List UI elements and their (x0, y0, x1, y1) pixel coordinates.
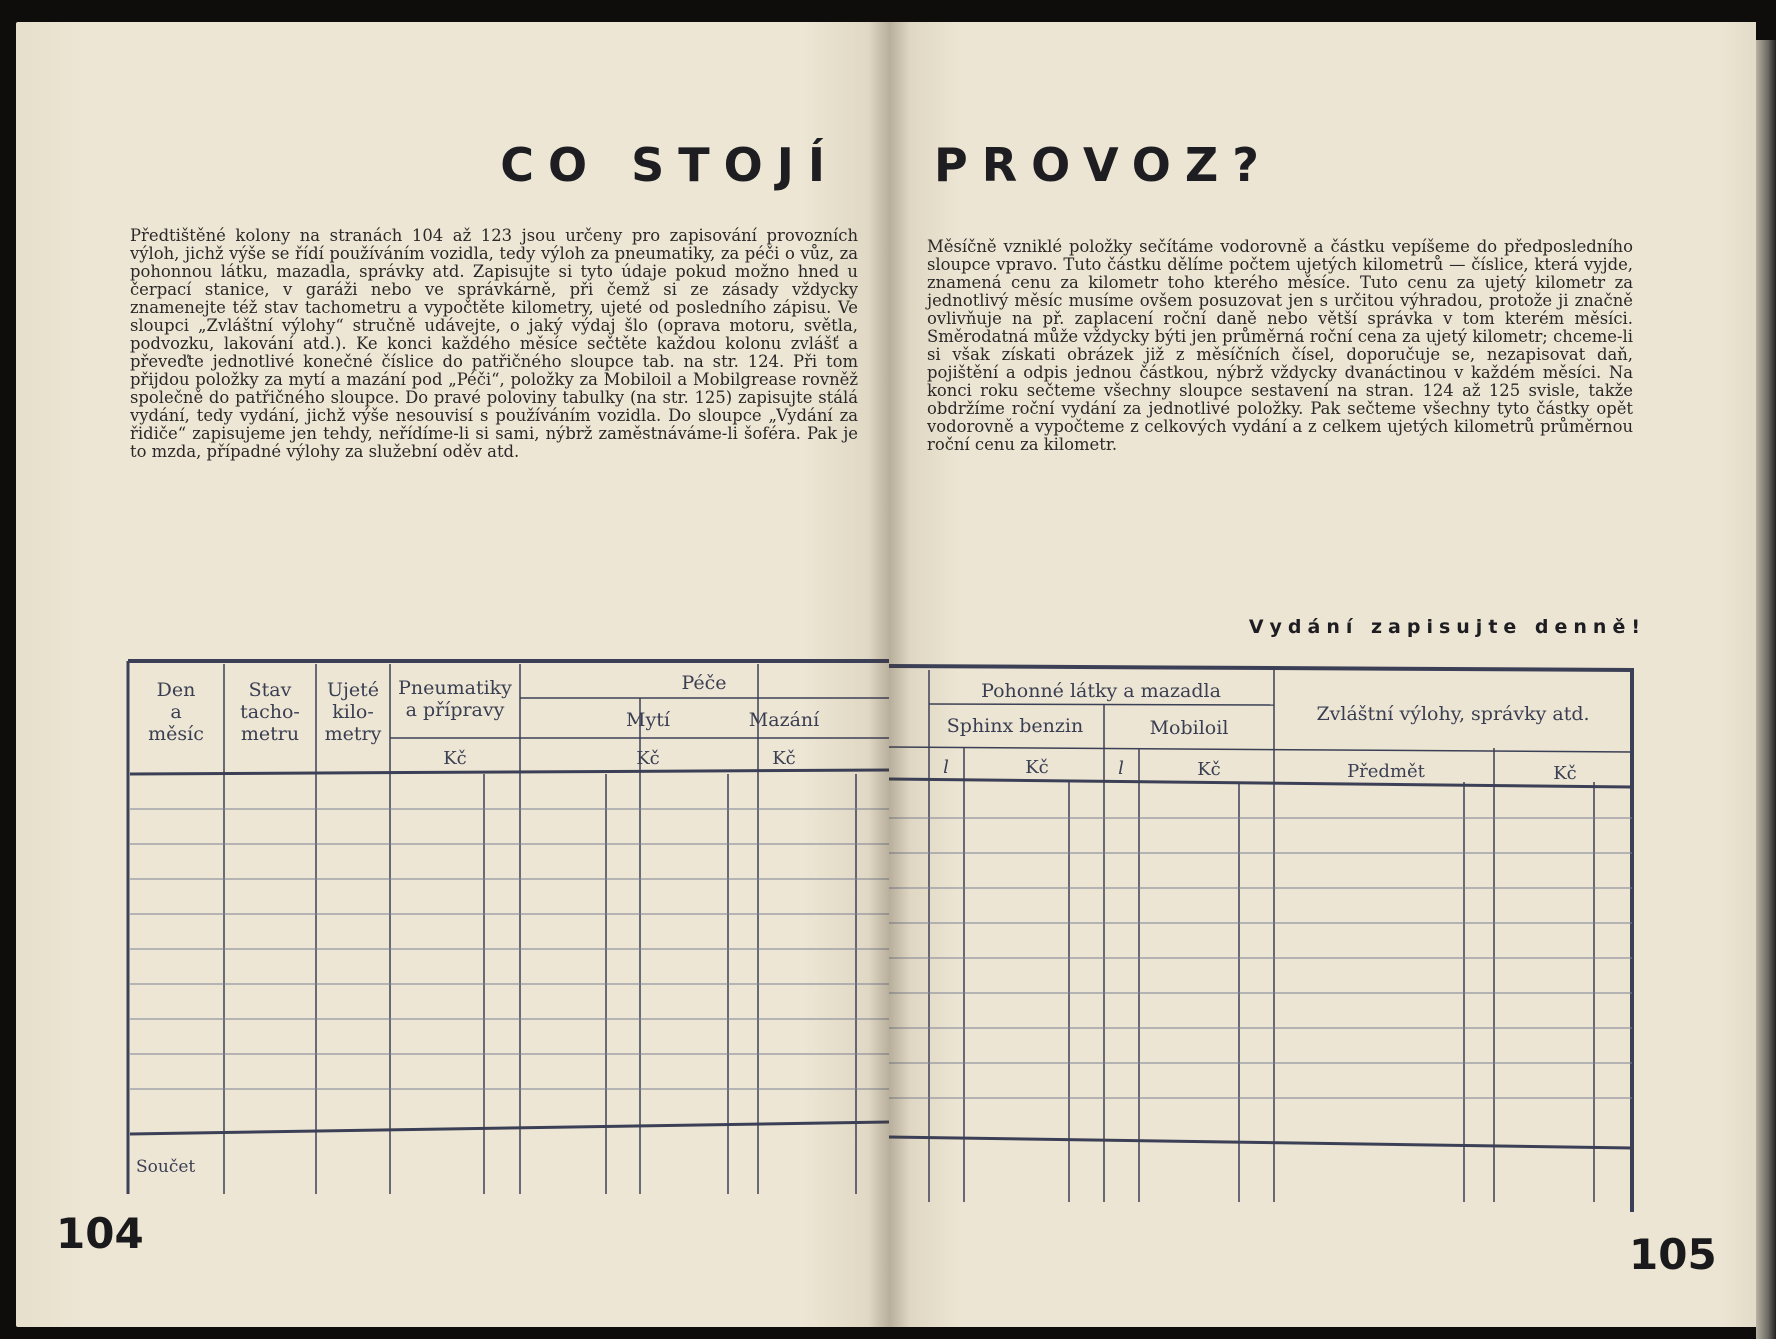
col-stav-line2: tacho- (240, 701, 300, 723)
col-stav-line1: Stav (248, 679, 292, 701)
right-page (889, 22, 1756, 1327)
unit-liters-mobiloil: l (1118, 758, 1124, 779)
currency-zvlastni: Kč (1553, 763, 1577, 784)
col-pneumatiky-line2: a přípravy (405, 699, 505, 721)
left-page-number: 104 (56, 1209, 144, 1258)
left-page (16, 22, 889, 1327)
book-gutter (868, 22, 910, 1327)
book-edge (1756, 40, 1776, 1339)
right-ledger-table (889, 642, 1634, 1212)
col-ujete-line3: metry (324, 723, 382, 745)
col-mobiloil: Mobiloil (1149, 717, 1229, 739)
currency-sphinx: Kč (1025, 757, 1049, 778)
group-pece: Péče (681, 672, 727, 694)
right-body-text: Měsíčně vzniklé položky sečítáme vodorovně a částku vepíšeme do předposledního sloupce vpravo. Tuto částku dělíme počtem ujetých kilometrů — číslice, která vyjde, znamená cenu za kilometr toho kterého měsíce. Tuto cenu za ujetý kilometr za jednotlivý měsíc musíme ovšem posuzovat jen s určitou výhradou, protože ji značně ovlivňuje na př. zaplacení roční daně nebo větší správka v tom kterém měsíci. Směrodatná může vždycky býti jen průměrná roční cena za ujetý kilometr; chceme-li si však získati obrázek již z měsíčních čísel, doporučuje se, nezapisovat daň, pojištění a odpis jednou částkou, nýbrž vždycky dvanáctinou v každém měsíci. Na konci roku sečteme všechny sloupce sestavení na stran. 124 až 125 svisle, takže obdržíme roční vydání za jednotlivé položky. Pak sečteme všechny tyto částky opět vodorovně a vypočteme z celkových vydání a z celkem ujetých kilometrů průměrnou roční cenu za kilometr. (927, 237, 1633, 454)
col-stav-line3: metru (240, 723, 300, 745)
col-myti: Mytí (626, 709, 670, 731)
col-mazani: Mazání (748, 709, 820, 731)
group-pohonne-latky: Pohonné látky a mazadla (981, 680, 1221, 702)
left-body-text: Předtištěné kolony na stranách 104 až 123 jsou určeny pro zapisování provozních výloh, jichž výše se řídí používáním vozidla, tedy výloh za pneumatiky, za péči o vůz, za pohonnou látku, mazadla, správky atd. Zapisujte si tyto údaje pokud možno hned u čerpací stanice, v garáži nebo ve správkárně, při čemž si ze zásady vždycky znamenejte též stav tachometru a vypočtěte kilometry, ujeté od posledního zápisu. Ve sloupci „Zvláštní výlohy“ stručně udávejte, o jaký výdaj šlo (oprava motoru, světla, podvozku, lakování atd.). Ke konci každého měsíce sečtěte každou kolonu zvlášť a převeďte jednotlivé konečné číslice do patřičného sloupce tab. na str. 124. Při tom přijdou položky za mytí a mazání pod „Péči“, položky za Mobiloil a Mobilgrease rovněž společně do patřičného sloupce. Do pravé poloviny tabulky (na str. 125) zapisujte stálá vydání, tedy vydání, jichž výše nesouvisí s používáním vozidla. Do sloupce „Vydání za řidiče“ zapisujeme jen tehdy, neřídíme-li si sami, nýbrž zaměstnáváme-li šoféra. Pak je to mzda, případné výlohy za služební oděv atd. (130, 226, 858, 461)
col-den-line3: měsíc (148, 723, 204, 745)
col-den-line2: a (170, 701, 182, 723)
col-den-line1: Den (156, 679, 196, 701)
col-ujete-line1: Ujeté (326, 679, 380, 701)
footer-soucet: Součet (136, 1157, 196, 1177)
right-page-number: 105 (1629, 1230, 1717, 1279)
col-sphinx-benzin: Sphinx benzin (946, 715, 1084, 737)
currency-mobiloil: Kč (1197, 759, 1221, 780)
col-ujete-line2: kilo- (332, 701, 374, 723)
currency-mazani: Kč (772, 748, 796, 769)
currency-pneumatiky: Kč (443, 748, 467, 769)
col-pneumatiky-line1: Pneumatiky (398, 677, 512, 699)
unit-liters-sphinx: l (943, 757, 949, 778)
currency-myti: Kč (636, 748, 660, 769)
col-predmet: Předmět (1347, 761, 1425, 782)
col-zvlastni-vylohy: Zvláštní výlohy, správky atd. (1316, 703, 1590, 725)
daily-entry-note: Vydání zapisujte denně! (1248, 616, 1646, 638)
right-heading: PROVOZ? (934, 138, 1273, 192)
left-heading: CO STOJÍ (500, 138, 839, 192)
left-ledger-table (128, 634, 889, 1194)
